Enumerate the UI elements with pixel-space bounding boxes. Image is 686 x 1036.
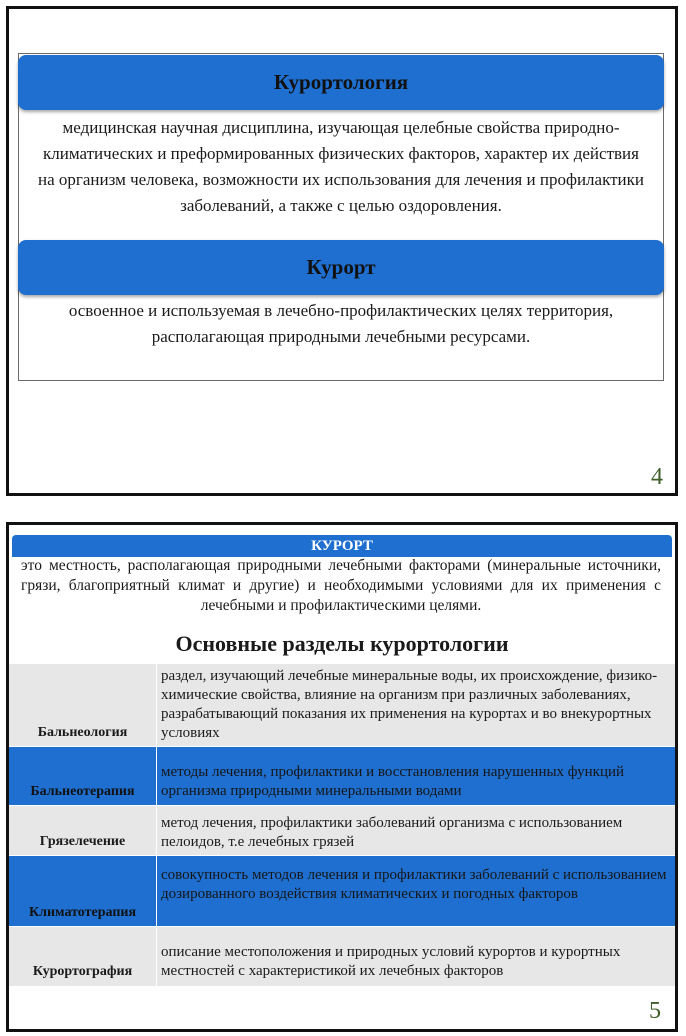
table-row	[9, 664, 675, 747]
kurort-description: это местность, располагающая природными лечебными факторами (минеральные источники, грязи, благоприятный климат и другие) и необходимыми условиями для их применения с лечебными и профилактическими целями.	[21, 557, 661, 614]
slide-4	[6, 6, 678, 496]
slide-5	[6, 522, 678, 1032]
row-definition: метод лечения, профилактики заболеваний организма с использованием пелоидов, т.е лечебных грязей	[161, 815, 623, 850]
row-definition: описание местоположения и природных условий курортов и курортных местностей с характеристикой их лечебных факторов	[161, 944, 621, 979]
row-term: Бальнеология	[9, 664, 157, 746]
definitions-box	[18, 53, 664, 381]
row-definition: совокупность методов лечения и профилактики заболеваний с использованием дозированного воздействия климатических и погодных факторов	[161, 867, 667, 902]
table-row	[9, 806, 675, 856]
row-definition: методы лечения, профилактики и восстановления нарушенных функций организма природными минеральными водами	[161, 764, 625, 799]
row-term: Климатотерапия	[9, 856, 157, 926]
row-term: Курортография	[9, 927, 157, 986]
page-number: 4	[651, 464, 663, 490]
kurortologiya-definition: медицинская научная дисциплина, изучающая целебные свойства природно-климатических и преформированных физических факторов, характер их действия на организм человека, возможности их использования для лечения и профилактики заболеваний, а также с целью оздоровления.	[38, 118, 644, 215]
section-title: Основные разделы курортологии	[175, 631, 509, 656]
table-row	[9, 747, 675, 806]
kurort-definition: освоенное и используемая в лечебно-профилактических целях территория, располагающая природными лечебными ресурсами.	[68, 301, 614, 346]
kurort-banner-label: КУРОРТ	[311, 537, 373, 554]
row-term: Бальнеотерапия	[9, 747, 157, 805]
kurortologiya-title-bar	[18, 55, 664, 110]
kurortologiya-title: Курортология	[273, 70, 409, 94]
kurort-title-bar	[18, 240, 664, 295]
kurort-title: Курорт	[306, 255, 376, 279]
table-row	[9, 856, 675, 927]
table-row	[9, 927, 675, 987]
kurort-banner	[12, 535, 672, 557]
row-definition: раздел, изучающий лечебные минеральные воды, их происхождение, физико-химические свойства, влияние на организм при различных заболеваниях, разрабатывающий показания их применения на курортах и во внекурортных условиях	[161, 668, 658, 741]
sections-table	[9, 664, 675, 987]
row-term: Грязелечение	[9, 806, 157, 855]
page-number: 5	[649, 998, 661, 1024]
